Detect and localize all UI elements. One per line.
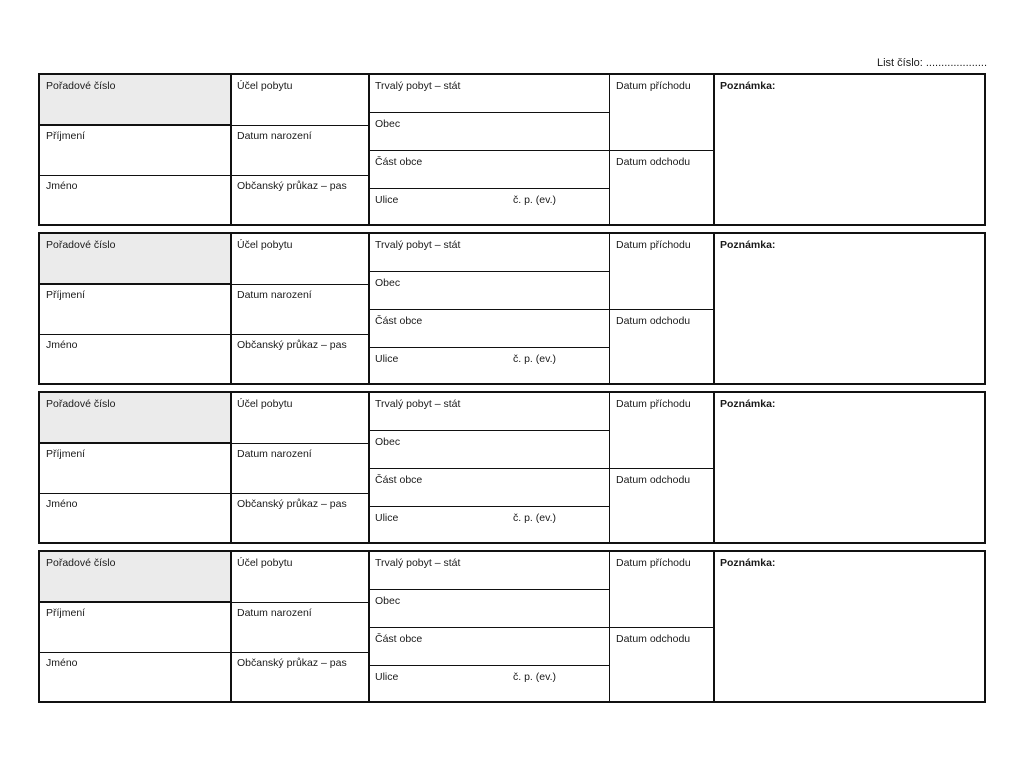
stay-purpose-field[interactable]: [231, 75, 368, 125]
row-divider: [40, 601, 230, 603]
departure-date-field[interactable]: [610, 310, 713, 383]
row-divider: [40, 442, 230, 444]
order-number-field[interactable]: [40, 234, 230, 284]
street-label: Ulice: [375, 671, 399, 683]
residence-state-label: Trvalý pobyt – stát: [375, 557, 461, 569]
stay-purpose-field[interactable]: [231, 552, 368, 602]
note-label: Poznámka:: [720, 398, 776, 410]
stay-purpose-label: Účel pobytu: [237, 557, 293, 569]
street-label: Ulice: [375, 353, 399, 365]
registration-form: [38, 73, 986, 709]
column-divider: [230, 75, 232, 224]
street-label: Ulice: [375, 512, 399, 524]
column-divider: [230, 393, 232, 542]
municipality-part-field[interactable]: [369, 310, 609, 348]
stay-purpose-label: Účel pobytu: [237, 398, 293, 410]
first-name-field[interactable]: [40, 652, 230, 701]
column-divider: [230, 234, 232, 383]
row-divider: [40, 283, 230, 285]
birth-date-label: Datum narození: [237, 130, 312, 142]
residence-state-field[interactable]: [369, 75, 609, 113]
row-divider: [610, 309, 713, 310]
row-divider: [369, 150, 609, 151]
municipality-label: Obec: [375, 436, 401, 448]
house-number-label: č. p. (ev.): [513, 194, 556, 206]
note-field[interactable]: [714, 552, 984, 701]
departure-date-field[interactable]: [610, 628, 713, 701]
residence-state-label: Trvalý pobyt – stát: [375, 398, 461, 410]
arrival-date-field[interactable]: [610, 393, 713, 469]
birth-date-field[interactable]: [231, 602, 368, 652]
birth-date-label: Datum narození: [237, 289, 312, 301]
row-divider: [369, 627, 609, 628]
id-card-field[interactable]: [231, 652, 368, 701]
municipality-field[interactable]: [369, 272, 609, 310]
order-number-label: Pořadové číslo: [46, 80, 116, 92]
row-divider: [610, 468, 713, 469]
residence-state-field[interactable]: [369, 234, 609, 272]
departure-date-field[interactable]: [610, 151, 713, 224]
birth-date-label: Datum narození: [237, 607, 312, 619]
arrival-date-field[interactable]: [610, 75, 713, 151]
surname-field[interactable]: [40, 443, 230, 493]
row-divider: [369, 271, 609, 272]
street-field[interactable]: [369, 666, 609, 701]
municipality-field[interactable]: [369, 590, 609, 628]
street-field[interactable]: [369, 348, 609, 383]
id-card-label: Občanský průkaz – pas: [237, 180, 347, 192]
id-card-field[interactable]: [231, 334, 368, 383]
first-name-field[interactable]: [40, 493, 230, 542]
municipality-field[interactable]: [369, 113, 609, 151]
order-number-field[interactable]: [40, 552, 230, 602]
order-number-label: Pořadové číslo: [46, 398, 116, 410]
row-divider: [230, 652, 368, 653]
guest-record-block: [38, 550, 986, 703]
house-number-label: č. p. (ev.): [513, 353, 556, 365]
municipality-part-field[interactable]: [369, 469, 609, 507]
row-divider: [369, 665, 609, 666]
row-divider: [369, 309, 609, 310]
column-divider: [713, 393, 715, 542]
first-name-label: Jméno: [46, 180, 78, 192]
note-field[interactable]: [714, 234, 984, 383]
residence-state-label: Trvalý pobyt – stát: [375, 80, 461, 92]
note-label: Poznámka:: [720, 239, 776, 251]
row-divider: [369, 112, 609, 113]
residence-state-field[interactable]: [369, 552, 609, 590]
residence-state-label: Trvalý pobyt – stát: [375, 239, 461, 251]
column-divider: [230, 552, 232, 701]
sheet-number: List číslo: ....................: [876, 57, 987, 69]
column-divider: [713, 234, 715, 383]
order-number-field[interactable]: [40, 393, 230, 443]
row-divider: [369, 347, 609, 348]
order-number-label: Pořadové číslo: [46, 557, 116, 569]
row-divider: [369, 430, 609, 431]
municipality-part-label: Část obce: [375, 156, 423, 168]
birth-date-field[interactable]: [231, 443, 368, 493]
surname-field[interactable]: [40, 602, 230, 652]
note-field[interactable]: [714, 75, 984, 224]
departure-date-label: Datum odchodu: [616, 315, 691, 327]
birth-date-field[interactable]: [231, 125, 368, 175]
arrival-date-label: Datum příchodu: [616, 239, 691, 251]
stay-purpose-label: Účel pobytu: [237, 239, 293, 251]
note-label: Poznámka:: [720, 557, 776, 569]
arrival-date-label: Datum příchodu: [616, 80, 691, 92]
street-field[interactable]: [369, 189, 609, 224]
column-divider: [713, 552, 715, 701]
row-divider: [40, 493, 230, 494]
surname-label: Příjmení: [46, 130, 86, 142]
row-divider: [230, 334, 368, 335]
guest-record-block: [38, 73, 986, 226]
order-number-field[interactable]: [40, 75, 230, 125]
id-card-label: Občanský průkaz – pas: [237, 339, 347, 351]
surname-field[interactable]: [40, 284, 230, 334]
note-label: Poznámka:: [720, 80, 776, 92]
guest-record-block: [38, 391, 986, 544]
surname-field[interactable]: [40, 125, 230, 175]
municipality-part-field[interactable]: [369, 151, 609, 189]
row-divider: [230, 493, 368, 494]
row-divider: [610, 627, 713, 628]
row-divider: [40, 124, 230, 126]
row-divider: [230, 443, 368, 444]
order-number-label: Pořadové číslo: [46, 239, 116, 251]
arrival-date-label: Datum příchodu: [616, 398, 691, 410]
birth-date-field[interactable]: [231, 284, 368, 334]
arrival-date-field[interactable]: [610, 552, 713, 628]
municipality-part-field[interactable]: [369, 628, 609, 666]
residence-state-field[interactable]: [369, 393, 609, 431]
id-card-field[interactable]: [231, 175, 368, 224]
municipality-label: Obec: [375, 118, 401, 130]
row-divider: [40, 652, 230, 653]
departure-date-label: Datum odchodu: [616, 474, 691, 486]
row-divider: [369, 506, 609, 507]
row-divider: [230, 125, 368, 126]
note-field[interactable]: [714, 393, 984, 542]
municipality-label: Obec: [375, 277, 401, 289]
municipality-part-label: Část obce: [375, 633, 423, 645]
first-name-field[interactable]: [40, 175, 230, 224]
municipality-field[interactable]: [369, 431, 609, 469]
row-divider: [40, 334, 230, 335]
stay-purpose-field[interactable]: [231, 234, 368, 284]
house-number-label: č. p. (ev.): [513, 512, 556, 524]
departure-date-field[interactable]: [610, 469, 713, 542]
row-divider: [369, 468, 609, 469]
street-label: Ulice: [375, 194, 399, 206]
id-card-field[interactable]: [231, 493, 368, 542]
house-number-label: č. p. (ev.): [513, 671, 556, 683]
row-divider: [369, 188, 609, 189]
departure-date-label: Datum odchodu: [616, 633, 691, 645]
row-divider: [230, 284, 368, 285]
row-divider: [40, 175, 230, 176]
row-divider: [610, 150, 713, 151]
surname-label: Příjmení: [46, 607, 86, 619]
first-name-label: Jméno: [46, 498, 78, 510]
column-divider: [713, 75, 715, 224]
guest-record-block: [38, 232, 986, 385]
street-field[interactable]: [369, 507, 609, 542]
row-divider: [369, 589, 609, 590]
arrival-date-field[interactable]: [610, 234, 713, 310]
surname-label: Příjmení: [46, 289, 86, 301]
stay-purpose-label: Účel pobytu: [237, 80, 293, 92]
id-card-label: Občanský průkaz – pas: [237, 498, 347, 510]
first-name-field[interactable]: [40, 334, 230, 383]
row-divider: [230, 602, 368, 603]
first-name-label: Jméno: [46, 657, 78, 669]
id-card-label: Občanský průkaz – pas: [237, 657, 347, 669]
municipality-label: Obec: [375, 595, 401, 607]
row-divider: [230, 175, 368, 176]
stay-purpose-field[interactable]: [231, 393, 368, 443]
departure-date-label: Datum odchodu: [616, 156, 691, 168]
municipality-part-label: Část obce: [375, 474, 423, 486]
birth-date-label: Datum narození: [237, 448, 312, 460]
surname-label: Příjmení: [46, 448, 86, 460]
arrival-date-label: Datum příchodu: [616, 557, 691, 569]
first-name-label: Jméno: [46, 339, 78, 351]
municipality-part-label: Část obce: [375, 315, 423, 327]
